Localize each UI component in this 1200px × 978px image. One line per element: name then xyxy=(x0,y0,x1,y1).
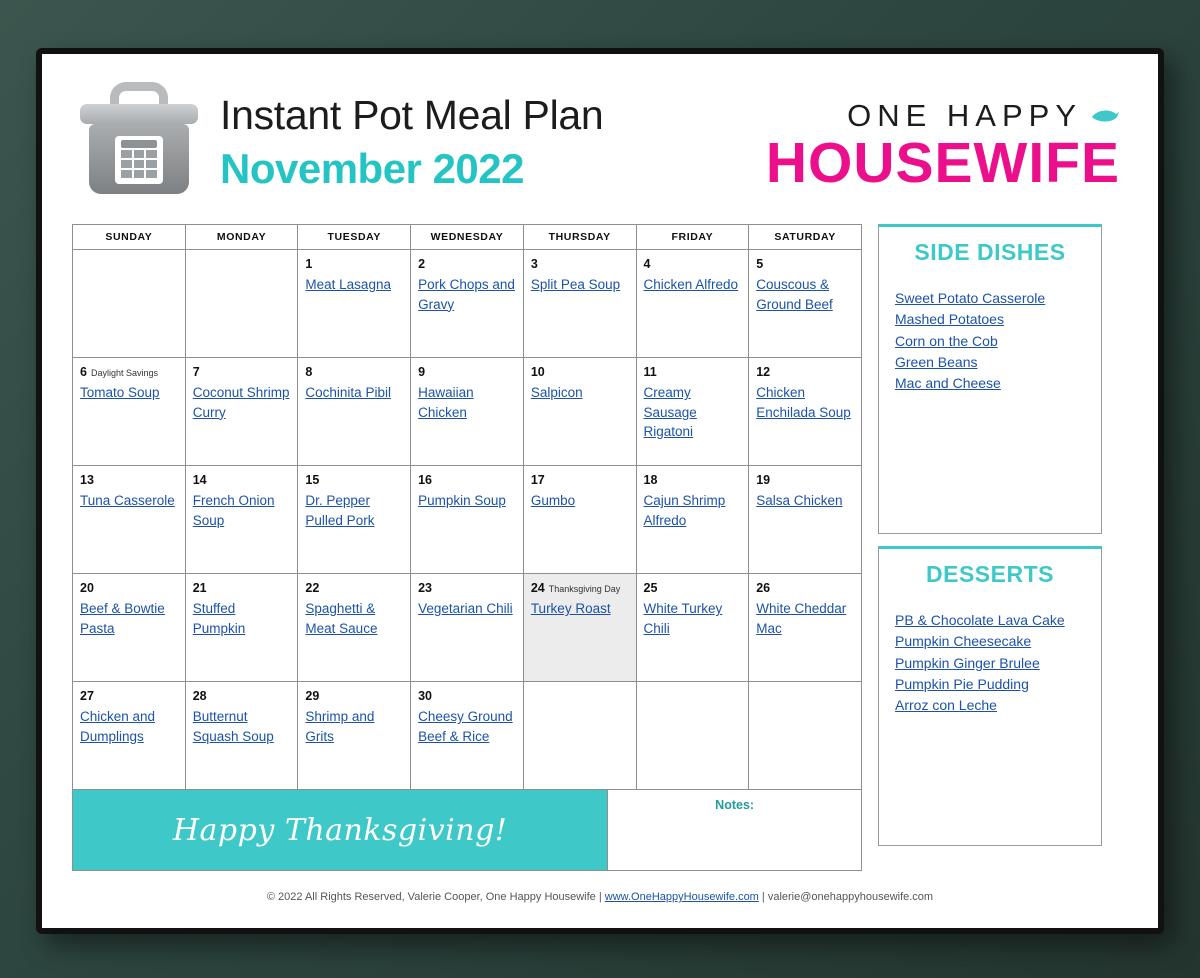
calendar-table xyxy=(72,224,862,790)
calendar-cell xyxy=(749,358,862,466)
instant-pot-icon xyxy=(80,82,198,194)
day-number: 11 xyxy=(643,365,657,379)
side-dishes-title: SIDE DISHES xyxy=(914,239,1066,265)
dessert-link[interactable]: Arroz con Leche xyxy=(895,697,997,714)
calendar-cell xyxy=(73,574,186,682)
day-number: 1 xyxy=(305,257,313,271)
calendar-cell xyxy=(298,682,411,790)
side-dish-link[interactable]: Sweet Potato Casserole xyxy=(895,290,1046,306)
meal-link[interactable]: Spaghetti & Meat Sauce xyxy=(305,601,378,636)
calendar-cell-holiday xyxy=(523,574,636,682)
dessert-link[interactable]: Pumpkin Ginger Brulee xyxy=(895,654,1040,671)
calendar-week-row xyxy=(73,682,862,790)
meal-link[interactable]: Chicken and Dumplings xyxy=(80,709,156,744)
calendar-section xyxy=(72,224,862,871)
meal-link[interactable]: Hawaiian Chicken xyxy=(418,385,474,420)
meal-link[interactable]: Tomato Soup xyxy=(80,385,160,400)
side-dish-link[interactable]: Mac and Cheese xyxy=(895,375,1001,392)
calendar-cell-empty xyxy=(185,250,298,358)
meal-link[interactable]: Pumpkin Soup xyxy=(418,493,506,508)
calendar-cell xyxy=(411,250,524,358)
day-number: 8 xyxy=(305,365,313,379)
meal-link[interactable]: Coconut Shrimp Curry xyxy=(192,385,290,420)
website-link[interactable]: www.OneHappyHousewife.com xyxy=(604,891,759,903)
day-number: 14 xyxy=(192,473,207,487)
calendar-cell xyxy=(411,358,524,466)
weekday-header: MONDAY xyxy=(185,225,298,250)
calendar-cell xyxy=(298,574,411,682)
meal-link[interactable]: Couscous & Ground Beef xyxy=(756,277,833,312)
notes-area[interactable] xyxy=(607,790,861,870)
page-title: Instant Pot Meal Plan xyxy=(220,92,604,138)
calendar-cell xyxy=(523,358,636,466)
calendar-cell xyxy=(636,358,749,466)
calendar-sheet xyxy=(36,48,1164,934)
calendar-cell xyxy=(636,466,749,574)
day-number: 2 xyxy=(418,257,426,271)
meal-link[interactable]: Beef & Bowtie Pasta xyxy=(80,601,165,636)
weekday-header: SATURDAY xyxy=(749,225,862,250)
calendar-cell xyxy=(73,358,186,466)
side-dish-link[interactable]: Mashed Potatoes xyxy=(895,311,1004,328)
calendar-cell xyxy=(411,574,524,682)
brand-logo xyxy=(765,80,1128,195)
weekday-header-row xyxy=(73,225,862,250)
day-number: 17 xyxy=(530,473,545,487)
calendar-cell xyxy=(298,358,411,466)
day-number: 7 xyxy=(192,365,200,379)
side-dishes-list xyxy=(879,270,1101,404)
header xyxy=(72,80,1128,220)
footer-credit xyxy=(72,891,1128,903)
calendar-cell xyxy=(411,466,524,574)
meal-link[interactable]: Turkey Roast xyxy=(530,601,611,616)
calendar-cell xyxy=(73,682,186,790)
calendar-cell xyxy=(298,250,411,358)
calendar-cell-empty xyxy=(636,682,749,790)
meal-link[interactable]: White Turkey Chili xyxy=(643,601,723,636)
meal-link[interactable]: Cajun Shrimp Alfredo xyxy=(643,493,726,528)
calendar-cell xyxy=(73,466,186,574)
meal-link[interactable]: Stuffed Pumpkin xyxy=(192,601,246,636)
brand-top-text: ONE HAPPY xyxy=(847,98,1082,133)
meal-link[interactable]: Meat Lasagna xyxy=(305,277,391,292)
day-number: 23 xyxy=(418,581,433,595)
meal-link[interactable]: Cochinita Pibil xyxy=(305,385,391,400)
email-text: | valerie@onehappyhousewife.com xyxy=(758,891,934,903)
meal-link[interactable]: Chicken Alfredo xyxy=(643,277,739,292)
day-number: 16 xyxy=(418,473,433,487)
day-number: 20 xyxy=(80,581,94,595)
calendar-cell xyxy=(636,574,749,682)
meal-link[interactable]: Vegetarian Chili xyxy=(418,601,513,616)
meal-link[interactable]: Creamy Sausage Rigatoni xyxy=(643,385,697,440)
meal-link[interactable]: Shrimp and Grits xyxy=(305,709,375,744)
weekday-header: THURSDAY xyxy=(523,225,636,250)
side-dish-link[interactable]: Green Beans xyxy=(895,353,978,370)
calendar-cell xyxy=(185,358,298,466)
calendar-week-row xyxy=(73,358,862,466)
day-number: 28 xyxy=(192,689,207,703)
calendar-cell-empty xyxy=(73,250,186,358)
day-tag: Thanksgiving Day xyxy=(548,584,621,594)
desserts-panel xyxy=(878,546,1102,846)
meal-link[interactable]: Gumbo xyxy=(530,493,576,508)
day-number: 19 xyxy=(756,473,771,487)
dessert-link[interactable]: Pumpkin Cheesecake xyxy=(895,633,1032,650)
calendar-cell xyxy=(749,250,862,358)
dessert-link[interactable]: Pumpkin Pie Pudding xyxy=(895,675,1029,692)
meal-link[interactable]: French Onion Soup xyxy=(192,493,275,528)
meal-link[interactable]: Cheesy Ground Beef & Rice xyxy=(418,709,513,744)
calendar-cell xyxy=(523,466,636,574)
day-number: 4 xyxy=(643,257,651,271)
calendar-cell xyxy=(749,466,862,574)
calendar-week-row xyxy=(73,574,862,682)
weekday-header: SUNDAY xyxy=(73,225,186,250)
copyright-text: © 2022 All Rights Reserved, Valerie Cooper, One Happy Housewife | xyxy=(266,891,605,903)
day-number: 18 xyxy=(643,473,658,487)
notes-label: Notes: xyxy=(715,798,755,812)
day-number: 3 xyxy=(530,257,538,271)
calendar-cell xyxy=(749,574,862,682)
day-number: 9 xyxy=(418,365,426,379)
meal-link[interactable]: Salpicon xyxy=(530,385,583,400)
day-number: 5 xyxy=(756,257,764,271)
day-number: 21 xyxy=(192,581,207,595)
calendar-cell xyxy=(185,682,298,790)
calendar-cell-empty xyxy=(523,682,636,790)
day-number: 10 xyxy=(530,365,545,379)
day-number: 13 xyxy=(80,473,94,487)
calendar-cell xyxy=(185,574,298,682)
desserts-title: DESSERTS xyxy=(926,561,1054,587)
bird-icon xyxy=(1090,107,1120,125)
day-tag: Daylight Savings xyxy=(90,368,158,378)
title-block xyxy=(220,80,603,193)
calendar-cell-empty xyxy=(749,682,862,790)
calendar-cell xyxy=(411,682,524,790)
day-number: 12 xyxy=(756,365,771,379)
calendar-footer-row xyxy=(72,789,862,871)
meal-link[interactable]: White Cheddar Mac xyxy=(756,601,847,636)
thanksgiving-banner: Happy Thanksgiving! xyxy=(73,790,607,870)
meal-link[interactable]: Tuna Casserole xyxy=(80,493,175,508)
day-number: 15 xyxy=(305,473,320,487)
day-number: 30 xyxy=(418,689,433,703)
side-column xyxy=(878,224,1102,871)
day-number: 27 xyxy=(80,689,94,703)
day-number: 25 xyxy=(643,581,658,595)
calendar-cell xyxy=(523,250,636,358)
side-dish-link[interactable]: Corn on the Cob xyxy=(895,332,998,349)
meal-link[interactable]: Butternut Squash Soup xyxy=(192,709,274,744)
day-number: 24 xyxy=(530,581,545,595)
weekday-header: FRIDAY xyxy=(636,225,749,250)
calendar-week-row xyxy=(73,466,862,574)
side-dishes-panel xyxy=(878,224,1102,534)
meal-link[interactable]: Salsa Chicken xyxy=(756,493,843,508)
meal-link[interactable]: Dr. Pepper Pulled Pork xyxy=(305,493,375,528)
day-number: 26 xyxy=(756,581,771,595)
day-number: 22 xyxy=(305,581,320,595)
calendar-cell xyxy=(185,466,298,574)
meal-link[interactable]: Chicken Enchilada Soup xyxy=(756,385,851,420)
calendar-cell xyxy=(636,250,749,358)
weekday-header: TUESDAY xyxy=(298,225,411,250)
calendar-week-row xyxy=(73,250,862,358)
brand-bottom-text: HOUSEWIFE xyxy=(765,131,1120,195)
meal-link[interactable]: Split Pea Soup xyxy=(530,277,621,292)
meal-link[interactable]: Pork Chops and Gravy xyxy=(418,277,515,312)
desserts-list xyxy=(879,592,1101,726)
calendar-cell xyxy=(298,466,411,574)
weekday-header: WEDNESDAY xyxy=(411,225,524,250)
month-title: November 2022 xyxy=(220,145,525,193)
dessert-link[interactable]: PB & Chocolate Lava Cake xyxy=(895,612,1065,628)
day-number: 29 xyxy=(305,689,320,703)
day-number: 6 xyxy=(80,365,87,379)
